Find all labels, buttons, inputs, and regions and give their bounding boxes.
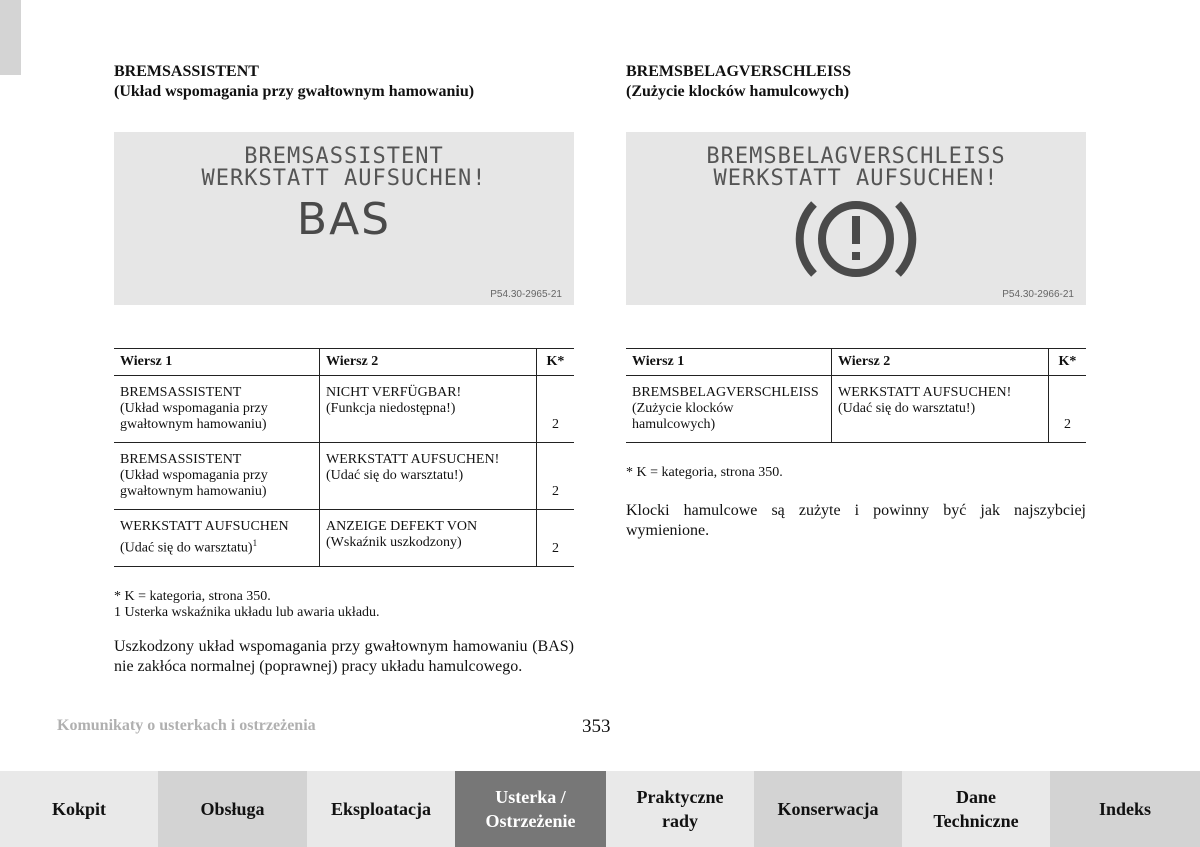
nav-tab-label: Obsługa bbox=[200, 799, 265, 819]
nav-tab-label: Usterka / Ostrzeżenie bbox=[485, 787, 576, 831]
left-heading-subtitle: (Układ wspomagania przy gwałtownym hamowaniu) bbox=[114, 83, 475, 100]
category-cell: 2 bbox=[537, 443, 575, 510]
footnote-category: * K = kategoria, strona 350. bbox=[114, 588, 271, 604]
right-body-text: Klocki hamulcowe są zużyte i powinny być jak najszybciej wymienione. bbox=[626, 502, 1086, 539]
display-line-1: BREMSASSISTENT bbox=[244, 144, 444, 169]
right-column bbox=[626, 62, 1086, 541]
nav-tab-label: Konserwacja bbox=[777, 799, 879, 819]
brake-wear-warning-icon bbox=[792, 194, 920, 284]
display-bas-symbol: BAS bbox=[296, 194, 392, 245]
corner-tab-marker bbox=[0, 0, 21, 75]
column-header: Wiersz 1 bbox=[114, 349, 320, 376]
right-heading bbox=[626, 62, 1086, 102]
category-cell: 2 bbox=[1049, 376, 1087, 443]
footnote-category: * K = kategoria, strona 350. bbox=[626, 465, 783, 480]
footnote-1: 1 Usterka wskaźnika układu lub awaria układu. bbox=[114, 604, 380, 620]
nav-tab-obsluga[interactable] bbox=[158, 771, 307, 847]
cell-line: WERKSTATT AUFSUCHEN bbox=[120, 519, 289, 534]
cell-line: BREMSASSISTENT bbox=[120, 385, 242, 400]
table-cell bbox=[832, 376, 1049, 443]
left-heading bbox=[114, 62, 574, 102]
category-cell: 2 bbox=[537, 510, 575, 567]
left-body-text: Uszkodzony układ wspomagania przy gwałtownym hamowaniu (BAS) nie zakłóca normalnej (poprawnej) pracy układu hamulcowego. bbox=[114, 637, 574, 675]
nav-tab-label: Eksploatacja bbox=[330, 799, 431, 819]
right-heading-title: BREMSBELAGVERSCHLEISS bbox=[626, 63, 851, 80]
nav-tab-dane-techniczne[interactable] bbox=[902, 771, 1050, 847]
cell-line: (Wskaźnik uszkodzony) bbox=[326, 535, 462, 550]
table-cell bbox=[114, 376, 320, 443]
cell-line: BREMSASSISTENT bbox=[120, 452, 242, 467]
column-header: Wiersz 2 bbox=[832, 349, 1049, 376]
display-line-1: BREMSBELAGVERSCHLEISS bbox=[706, 144, 1006, 169]
bas-display-image bbox=[114, 132, 574, 305]
left-column bbox=[114, 62, 574, 677]
table-cell bbox=[320, 376, 537, 443]
cell-line: WERKSTATT AUFSUCHEN! bbox=[326, 452, 500, 467]
display-line-2: WERKSTATT AUFSUCHEN! bbox=[201, 166, 487, 191]
table-row bbox=[626, 376, 1086, 443]
brake-wear-display-image bbox=[626, 132, 1086, 305]
column-header: Wiersz 1 bbox=[626, 349, 832, 376]
right-message-table bbox=[626, 348, 1086, 443]
nav-tab-konserwacja[interactable] bbox=[754, 771, 902, 847]
right-heading-subtitle: (Zużycie klocków hamulcowych) bbox=[626, 83, 850, 100]
cell-line bbox=[120, 535, 313, 557]
cell-line: (Zużycie klocków bbox=[632, 401, 734, 416]
image-reference: P54.30-2965-21 bbox=[490, 289, 562, 300]
left-heading-title: BREMSASSISTENT bbox=[114, 63, 259, 80]
nav-tab-label: Indeks bbox=[1098, 799, 1152, 819]
table-cell bbox=[320, 443, 537, 510]
cell-line: (Udać się do warsztatu!) bbox=[326, 468, 464, 483]
footnote-marker: 1 bbox=[252, 538, 258, 548]
cell-line: BREMSBELAGVERSCHLEISS bbox=[632, 385, 819, 400]
nav-tab-label: Dane Techniczne bbox=[933, 787, 1019, 831]
column-header: Wiersz 2 bbox=[320, 349, 537, 376]
nav-tab-usterka-ostrzezenie[interactable] bbox=[455, 771, 606, 847]
cell-line: hamulcowych) bbox=[632, 417, 716, 432]
cell-line: gwałtownym hamowaniu) bbox=[120, 417, 267, 432]
cell-line: (Udać się do warsztatu!) bbox=[838, 401, 976, 416]
chapter-nav-bar bbox=[0, 771, 1200, 847]
table-row bbox=[114, 443, 574, 510]
left-message-table bbox=[114, 348, 574, 567]
nav-tab-praktyczne-rady[interactable] bbox=[606, 771, 754, 847]
table-cell bbox=[320, 510, 537, 567]
cell-line: gwałtownym hamowaniu) bbox=[120, 484, 267, 499]
cell-line: WERKSTATT AUFSUCHEN! bbox=[838, 385, 1012, 400]
cell-line: ANZEIGE DEFEKT VON bbox=[326, 519, 478, 534]
cell-line: (Funkcja niedostępna!) bbox=[326, 401, 456, 416]
nav-tab-label: Kokpit bbox=[51, 799, 107, 819]
table-header-row bbox=[626, 349, 1086, 376]
table-header-row bbox=[114, 349, 574, 376]
nav-tab-label: Praktyczne rady bbox=[636, 787, 724, 831]
table-cell bbox=[626, 376, 832, 443]
column-header: K* bbox=[1049, 349, 1087, 376]
nav-tab-eksploatacja[interactable] bbox=[307, 771, 455, 847]
table-cell bbox=[114, 510, 320, 567]
section-footer-label: Komunikaty o usterkach i ostrzeżenia bbox=[57, 717, 316, 734]
image-reference: P54.30-2966-21 bbox=[1002, 289, 1074, 300]
cell-text: (Udać się do warsztatu) bbox=[120, 540, 253, 556]
nav-tab-kokpit[interactable] bbox=[0, 771, 158, 847]
cell-line: (Układ wspomagania przy bbox=[120, 468, 268, 483]
display-line-2: WERKSTATT AUFSUCHEN! bbox=[713, 166, 999, 191]
table-row bbox=[114, 376, 574, 443]
cell-line: NICHT VERFÜGBAR! bbox=[326, 385, 462, 400]
table-cell bbox=[114, 443, 320, 510]
column-header: K* bbox=[537, 349, 575, 376]
cell-line: (Układ wspomagania przy bbox=[120, 401, 268, 416]
nav-tab-indeks[interactable] bbox=[1050, 771, 1200, 847]
table-row bbox=[114, 510, 574, 567]
category-cell: 2 bbox=[537, 376, 575, 443]
page-number: 353 bbox=[582, 716, 611, 737]
